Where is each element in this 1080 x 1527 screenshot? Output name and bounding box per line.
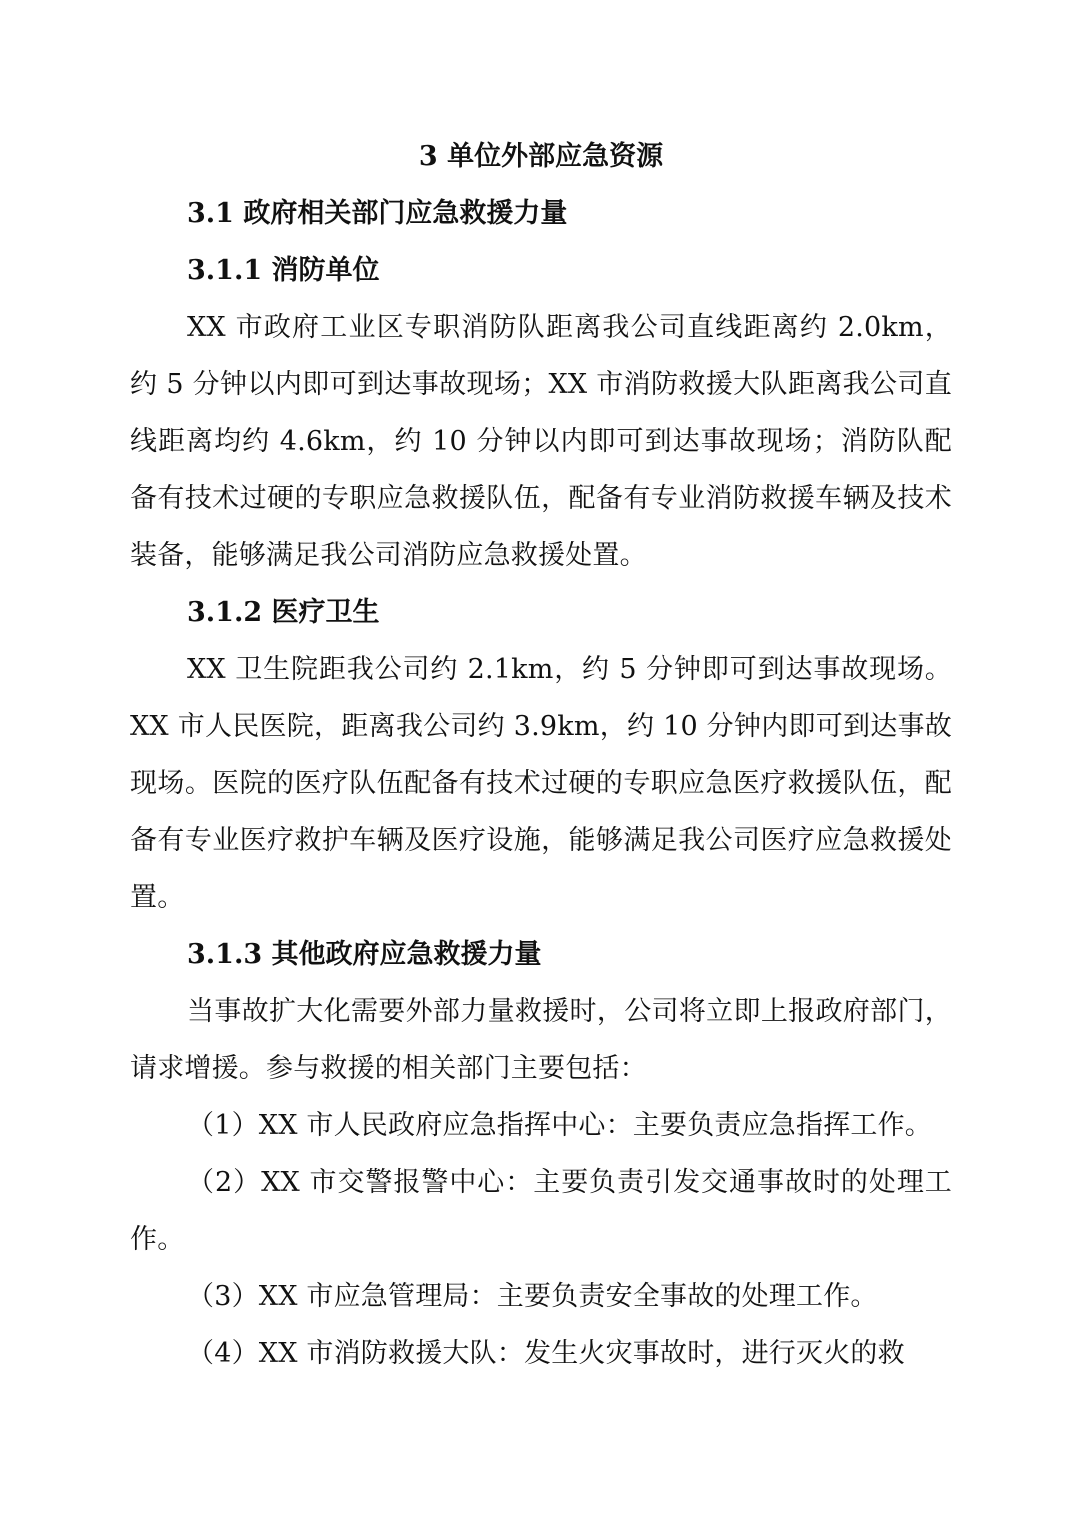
list-item: （1）XX 市人民政府应急指挥中心：主要负责应急指挥工作。 xyxy=(187,1110,933,1141)
paragraph-fire-units: XX 市政府工业区专职消防队距离我公司直线距离约 2.0km，约 5 分钟以内即可到达事故现场；XX 市消防救援大队距离我公司直线距离均约 4.6km，约 10 分钟以内即可到达事故现场；消防队配备有技术过硬的专职应急救援队伍，配备有专业消防救援车辆及技术装备，能够满足我公司消防应急救援处置。 xyxy=(130,312,952,571)
list-item: （4）XX 市消防救援大队：发生火灾事故时，进行灭火的救 xyxy=(187,1338,905,1369)
section-heading-3-1-3: 3.1.3 其他政府应急救援力量 xyxy=(187,939,542,970)
paragraph-other-forces: 当事故扩大化需要外部力量救援时，公司将立即上报政府部门，请求增援。参与救援的相关部门主要包括： xyxy=(130,996,952,1084)
section-heading-3-1-1: 3.1.1 消防单位 xyxy=(187,255,380,286)
document-page xyxy=(130,128,952,1382)
paragraph-medical: XX 卫生院距我公司约 2.1km，约 5 分钟即可到达事故现场。XX 市人民医院，距离我公司约 3.9km，约 10 分钟内即可到达事故现场。医院的医疗队伍配备有技术过硬的专职应急医疗救援队伍，配备有专业医疗救护车辆及医疗设施，能够满足我公司医疗应急救援处置。 xyxy=(130,654,952,913)
section-heading-3-1-2: 3.1.2 医疗卫生 xyxy=(187,597,380,628)
list-item: （2）XX 市交警报警中心：主要负责引发交通事故时的处理工作。 xyxy=(130,1167,952,1255)
section-heading-3-1: 3.1 政府相关部门应急救援力量 xyxy=(187,198,568,229)
list-item: （3）XX 市应急管理局：主要负责安全事故的处理工作。 xyxy=(187,1281,878,1312)
chapter-title: 3 单位外部应急资源 xyxy=(418,141,664,172)
